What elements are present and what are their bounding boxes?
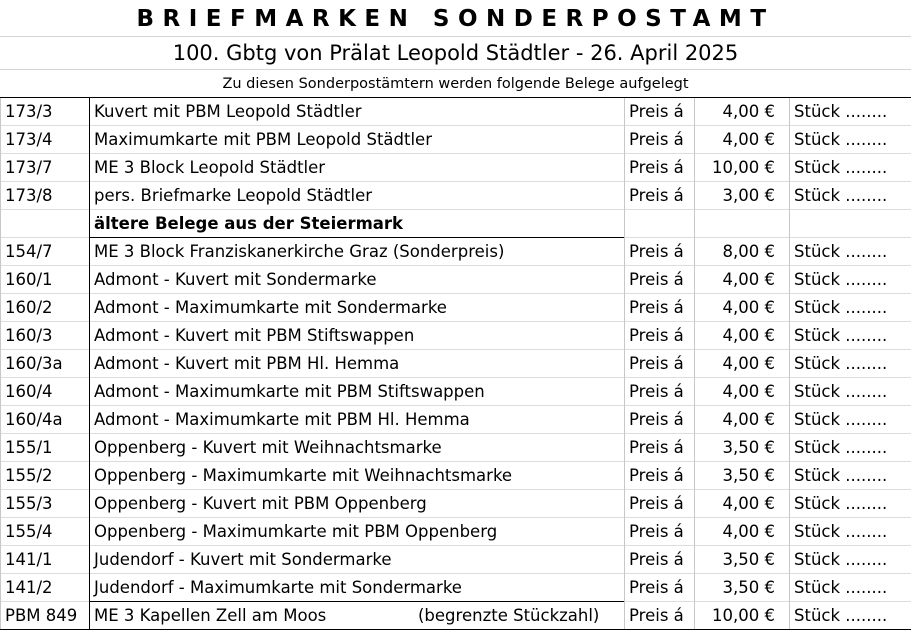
item-number: 141/2	[1, 574, 90, 602]
price-label: Preis á	[625, 406, 695, 434]
price-label: Preis á	[625, 378, 695, 406]
price-label: Preis á	[625, 518, 695, 546]
item-number: 155/4	[1, 518, 90, 546]
item-number: 160/4a	[1, 406, 90, 434]
table-row	[1, 462, 911, 490]
item-description: Oppenberg - Kuvert mit PBM Oppenberg	[90, 490, 625, 518]
table-row	[1, 322, 911, 350]
item-number: 173/7	[1, 154, 90, 182]
quantity-field[interactable]: Stück ........	[790, 154, 911, 182]
price-label: Preis á	[625, 266, 695, 294]
price-value: 4,00 €	[695, 294, 790, 322]
item-description: Admont - Kuvert mit PBM Hl. Hemma	[90, 350, 625, 378]
item-number: 155/3	[1, 490, 90, 518]
quantity-field[interactable]: Stück ........	[790, 434, 911, 462]
table-row	[1, 546, 911, 574]
quantity-field[interactable]: Stück ........	[790, 546, 911, 574]
table-row	[1, 406, 911, 434]
price-value: 10,00 €	[695, 602, 790, 630]
item-number: 155/2	[1, 462, 90, 490]
item-description: Oppenberg - Kuvert mit Weihnachtsmarke	[90, 434, 625, 462]
price-value: 10,00 €	[695, 154, 790, 182]
quantity-field[interactable]: Stück ........	[790, 266, 911, 294]
item-number: 173/4	[1, 126, 90, 154]
item-number: 160/3	[1, 322, 90, 350]
quantity-field[interactable]: Stück ........	[790, 238, 911, 266]
price-value: 3,50 €	[695, 546, 790, 574]
item-number: 160/4	[1, 378, 90, 406]
price-value: 4,00 €	[695, 322, 790, 350]
table-row	[1, 434, 911, 462]
table-row	[1, 154, 911, 182]
price-label: Preis á	[625, 294, 695, 322]
quantity-field[interactable]: Stück ........	[790, 378, 911, 406]
price-value: 4,00 €	[695, 490, 790, 518]
quantity-cell	[790, 210, 911, 238]
price-label: Preis á	[625, 350, 695, 378]
label-cell	[625, 210, 695, 238]
quantity-field[interactable]: Stück ........	[790, 322, 911, 350]
price-label: Preis á	[625, 434, 695, 462]
price-value: 4,00 €	[695, 406, 790, 434]
table-row	[1, 126, 911, 154]
quantity-field[interactable]: Stück ........	[790, 602, 911, 630]
quantity-field[interactable]: Stück ........	[790, 350, 911, 378]
price-value: 3,50 €	[695, 574, 790, 602]
price-label: Preis á	[625, 154, 695, 182]
price-label: Preis á	[625, 546, 695, 574]
item-description: pers. Briefmarke Leopold Städtler	[90, 182, 625, 210]
quantity-field[interactable]: Stück ........	[790, 182, 911, 210]
table-row	[1, 266, 911, 294]
price-value: 4,00 €	[695, 266, 790, 294]
item-description: ME 3 Block Leopold Städtler	[90, 154, 625, 182]
price-label: Preis á	[625, 98, 695, 126]
table-row	[1, 378, 911, 406]
section-row	[1, 210, 911, 238]
price-value: 4,00 €	[695, 98, 790, 126]
price-label: Preis á	[625, 490, 695, 518]
item-description: Judendorf - Maximumkarte mit Sondermarke	[90, 574, 625, 602]
item-number: 155/1	[1, 434, 90, 462]
section-heading: ältere Belege aus der Steiermark	[90, 210, 625, 238]
quantity-field[interactable]: Stück ........	[790, 490, 911, 518]
price-value: 3,00 €	[695, 182, 790, 210]
item-description: Oppenberg - Maximumkarte mit PBM Oppenberg	[90, 518, 625, 546]
price-value: 4,00 €	[695, 378, 790, 406]
price-value: 8,00 €	[695, 238, 790, 266]
event-subtitle: 100. Gbtg von Prälat Leopold Städtler - 26. April 2025	[0, 38, 911, 68]
table-row	[1, 574, 911, 602]
price-label: Preis á	[625, 602, 695, 630]
item-description: Admont - Kuvert mit Sondermarke	[90, 266, 625, 294]
price-value: 4,00 €	[695, 350, 790, 378]
table-row	[1, 98, 911, 126]
quantity-field[interactable]: Stück ........	[790, 126, 911, 154]
item-description: Kuvert mit PBM Leopold Städtler	[90, 98, 625, 126]
table-row	[1, 602, 911, 630]
item-number: 160/1	[1, 266, 90, 294]
item-description: Judendorf - Kuvert mit Sondermarke	[90, 546, 625, 574]
item-number: 173/8	[1, 182, 90, 210]
divider	[0, 36, 911, 37]
table-row	[1, 518, 911, 546]
limited-quantity-note: (begrenzte Stückzahl)	[418, 606, 599, 625]
item-description: Admont - Maximumkarte mit PBM Stiftswappen	[90, 378, 625, 406]
quantity-field[interactable]: Stück ........	[790, 406, 911, 434]
item-number: 160/3a	[1, 350, 90, 378]
intro-note: Zu diesen Sonderpostämtern werden folgende Belege aufgelegt	[0, 72, 911, 96]
page-title: BRIEFMARKEN SONDERPOSTAMT	[0, 3, 911, 35]
item-description-text: ME 3 Kapellen Zell am Moos	[94, 602, 418, 629]
quantity-field[interactable]: Stück ........	[790, 294, 911, 322]
table-row	[1, 490, 911, 518]
price-label: Preis á	[625, 322, 695, 350]
item-number: 160/2	[1, 294, 90, 322]
price-value: 4,00 €	[695, 126, 790, 154]
quantity-field[interactable]: Stück ........	[790, 98, 911, 126]
price-label: Preis á	[625, 182, 695, 210]
table-row	[1, 238, 911, 266]
divider	[0, 69, 911, 70]
item-number: 141/1	[1, 546, 90, 574]
quantity-field[interactable]: Stück ........	[790, 462, 911, 490]
item-number: 173/3	[1, 98, 90, 126]
price-value: 3,50 €	[695, 462, 790, 490]
item-description: Admont - Kuvert mit PBM Stiftswappen	[90, 322, 625, 350]
item-number-cell	[1, 210, 90, 238]
table-row	[1, 182, 911, 210]
price-label: Preis á	[625, 126, 695, 154]
price-label: Preis á	[625, 238, 695, 266]
quantity-field[interactable]: Stück ........	[790, 518, 911, 546]
item-number: 154/7	[1, 238, 90, 266]
item-description: Oppenberg - Maximumkarte mit Weihnachtsmarke	[90, 462, 625, 490]
price-label: Preis á	[625, 574, 695, 602]
table-row	[1, 294, 911, 322]
item-description: Admont - Maximumkarte mit PBM Hl. Hemma	[90, 406, 625, 434]
price-value: 4,00 €	[695, 518, 790, 546]
item-description: ME 3 Block Franziskanerkirche Graz (Sonderpreis)	[90, 238, 625, 266]
quantity-field[interactable]: Stück ........	[790, 574, 911, 602]
price-label: Preis á	[625, 462, 695, 490]
item-number: PBM 849	[1, 602, 90, 630]
price-value: 3,50 €	[695, 434, 790, 462]
item-description: Maximumkarte mit PBM Leopold Städtler	[90, 126, 625, 154]
table-row	[1, 350, 911, 378]
item-description: Admont - Maximumkarte mit Sondermarke	[90, 294, 625, 322]
items-table	[0, 97, 911, 630]
price-cell	[695, 210, 790, 238]
item-description	[90, 602, 625, 630]
